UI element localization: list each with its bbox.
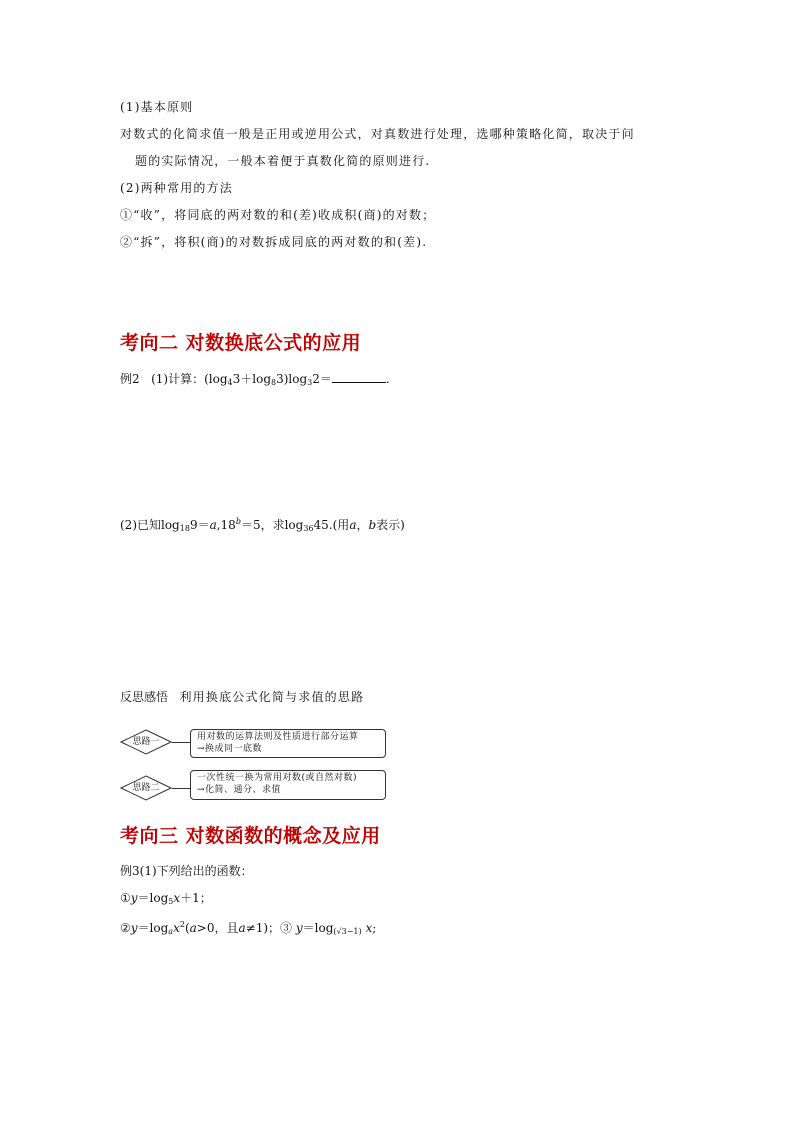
text: 45.(用 (313, 518, 350, 532)
variable: y (295, 921, 303, 935)
idea1-line2: →换成同一底数 (197, 744, 263, 754)
variable: x (365, 921, 373, 935)
idea1-label: 思路一 (132, 737, 160, 747)
text: ( (184, 921, 190, 935)
log-base: a (168, 927, 174, 936)
connector-line (172, 788, 190, 789)
text: ＝log (302, 921, 334, 935)
text: (2)已知log (120, 518, 180, 532)
variable: a (209, 518, 217, 532)
connector-line (172, 742, 190, 743)
text: ＝log (137, 921, 169, 935)
function-2-3 (120, 921, 376, 935)
text: ＋1； (180, 891, 212, 905)
text: >0，且 (196, 921, 239, 935)
idea2-line1: 一次性统一换为常用对数(或自然对数) (197, 773, 358, 783)
principle-paragraph-line2: 题的实际情况，一般本着便于真数化简的原则进行. (135, 154, 431, 168)
idea2-line2: →化简、通分、求值 (197, 785, 282, 795)
example2-part2 (120, 518, 405, 532)
idea2-diamond (120, 775, 172, 801)
idea2-label: 思路二 (132, 783, 160, 793)
example3-intro: 例3(1)下列给出的函数： (120, 864, 253, 878)
text: 2＝ (312, 372, 332, 386)
text: ② (120, 921, 131, 935)
text: 3＋log (232, 372, 272, 386)
log-base: 18 (179, 524, 190, 533)
log-base: 4 (227, 378, 233, 387)
basic-principle-title: (1)基本原则 (120, 100, 194, 114)
text: ， (356, 518, 369, 532)
variable: a (238, 921, 246, 935)
log-base: 5 (168, 897, 174, 906)
idea1-box (190, 729, 386, 758)
reflection-header (120, 690, 364, 704)
text: ,18 (216, 518, 236, 532)
log-base: 8 (271, 378, 277, 387)
log-base: 36 (303, 524, 314, 533)
text: 3)log (276, 372, 308, 386)
text: ; (372, 921, 377, 935)
section-heading-2: 考向二 对数换底公式的应用 (120, 332, 362, 354)
text: (1)计算：(log (151, 372, 228, 386)
log-base: (√3−1) (333, 927, 362, 936)
variable: x (173, 891, 181, 905)
variable: x (173, 921, 180, 935)
method-shou: ①“收”，将同底的两对数的和(差)收成积(商)的对数； (120, 208, 436, 222)
text: ＝5，求log (240, 518, 304, 532)
method-chai: ②“拆”，将积(商)的对数拆成同底的两对数的和(差). (120, 235, 428, 249)
methods-title: (2)两种常用的方法 (120, 181, 233, 195)
text: ≠1)；③ (245, 921, 293, 935)
log-base: 3 (307, 378, 313, 387)
variable: a (189, 921, 197, 935)
answer-blank[interactable] (332, 371, 386, 383)
exponent: b (235, 517, 241, 526)
section-heading-3: 考向三 对数函数的概念及应用 (120, 825, 381, 847)
variable: y (130, 891, 138, 905)
example2-part1 (120, 371, 390, 386)
variable: y (130, 921, 138, 935)
text: 表示) (376, 518, 405, 532)
example2-label: 例2 (120, 372, 140, 386)
text: . (385, 372, 390, 386)
variable: a (349, 518, 357, 532)
reflection-label: 反思感悟 (120, 690, 169, 704)
text: ① (120, 891, 131, 905)
text: 9＝ (189, 518, 210, 532)
idea1-diamond (120, 729, 172, 755)
variable: b (368, 518, 377, 532)
exponent: 2 (179, 920, 185, 929)
idea1-line1: 用对数的运算法则及性质进行部分运算 (197, 732, 359, 742)
reflection-title: 利用换底公式化简与求值的思路 (179, 690, 365, 704)
idea2-box (190, 770, 386, 800)
text: ＝log (137, 891, 169, 905)
function-1 (120, 891, 212, 905)
principle-paragraph-line1: 对数式的化简求值一般是正用或逆用公式，对真数进行处理，选哪种策略化简，取决于问 (120, 127, 635, 141)
